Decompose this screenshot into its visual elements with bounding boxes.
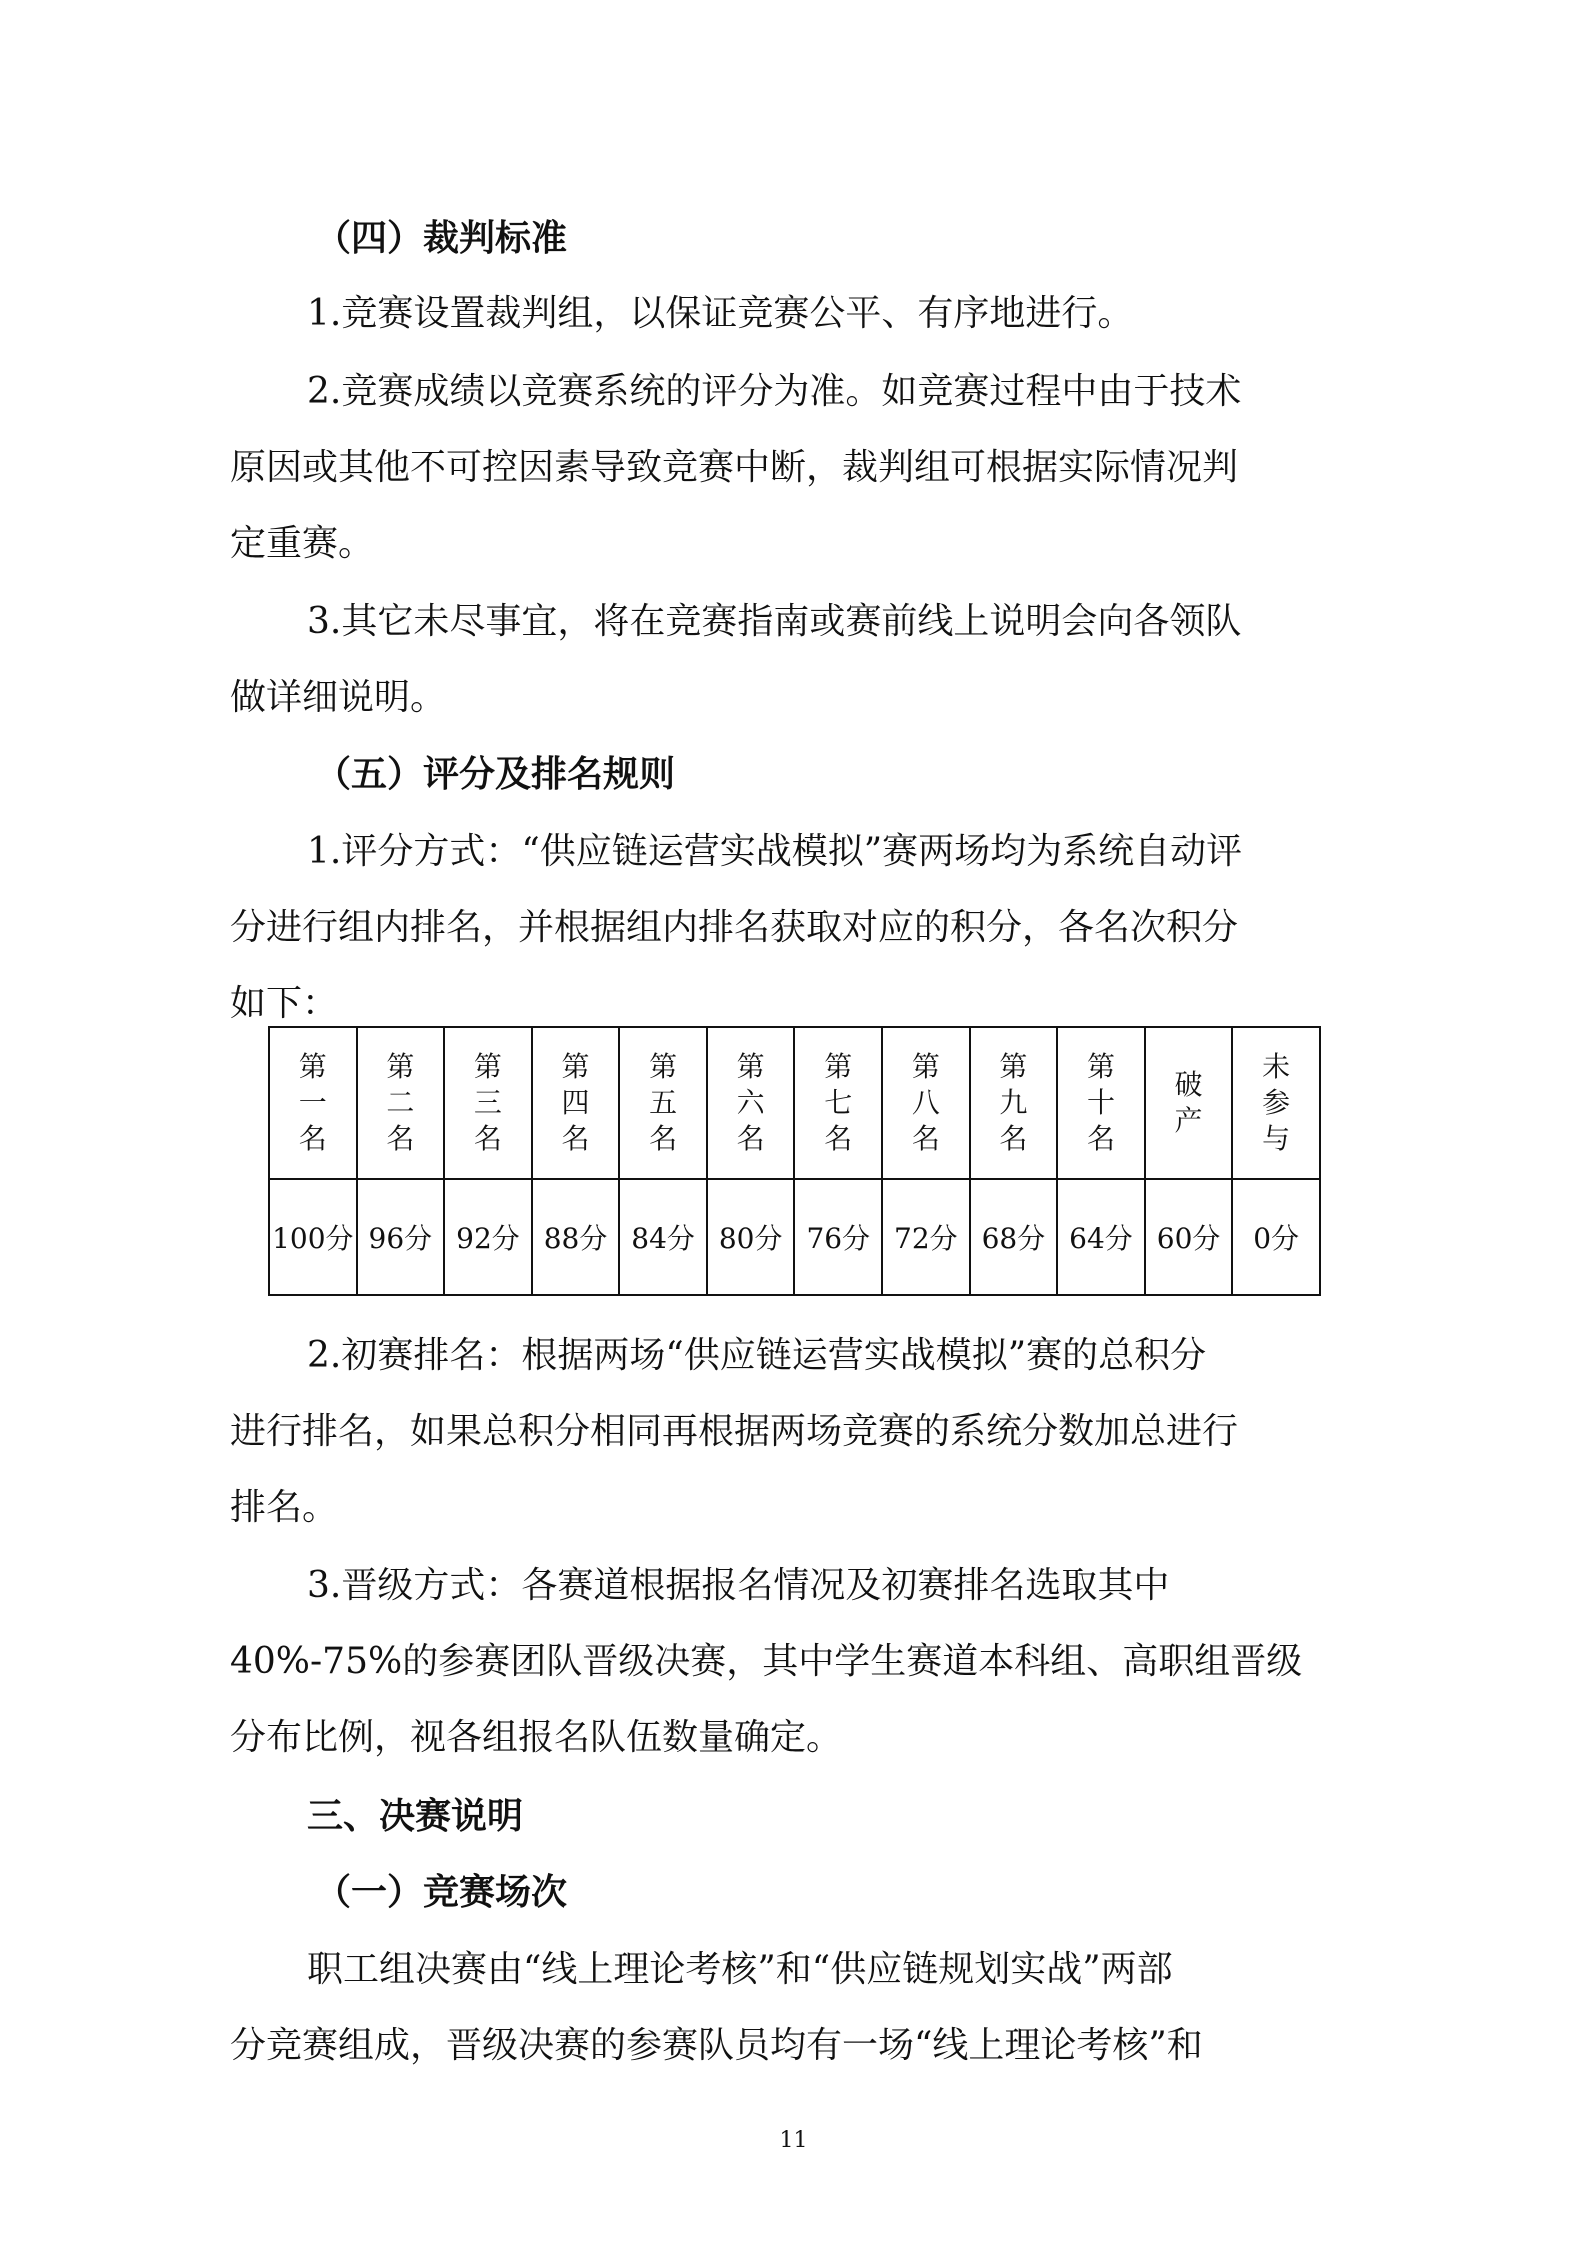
table-value-cell: 72分	[882, 1179, 970, 1295]
table-header-cell: 破产	[1145, 1027, 1233, 1179]
section-heading-scoring: （五）评分及排名规则	[315, 753, 676, 795]
section-heading-finals: 三、决赛说明	[307, 1795, 524, 1837]
paragraph-scoring-3-line-1: 3.晋级方式：各赛道根据报名情况及初赛排名选取其中	[307, 1565, 1170, 1606]
paragraph-scoring-2-line-1: 2.初赛排名：根据两场“供应链运营实战模拟”赛的总积分	[307, 1335, 1207, 1376]
table-value-cell: 100分	[269, 1179, 357, 1295]
table-value-cell: 64分	[1057, 1179, 1145, 1295]
table-value-cell: 88分	[532, 1179, 620, 1295]
table-value-cell: 80分	[707, 1179, 795, 1295]
paragraph-judging-2-line-2: 原因或其他不可控因素导致竞赛中断，裁判组可根据实际情况判	[230, 447, 1239, 488]
paragraph-scoring-2-line-3: 排名。	[230, 1487, 339, 1528]
paragraph-scoring-1-line-2: 分进行组内排名，并根据组内排名获取对应的积分，各名次积分	[230, 907, 1239, 948]
section-heading-sessions: （一）竞赛场次	[315, 1871, 568, 1913]
paragraph-judging-2-line-1: 2.竞赛成绩以竞赛系统的评分为准。如竞赛过程中由于技术	[307, 371, 1242, 412]
table-value-cell: 76分	[794, 1179, 882, 1295]
paragraph-scoring-1-line-1: 1.评分方式：“供应链运营实战模拟”赛两场均为系统自动评	[307, 831, 1243, 872]
paragraph-finals-1-line-2: 分竞赛组成，晋级决赛的参赛队员均有一场“线上理论考核”和	[230, 2025, 1203, 2066]
table-value-cell: 92分	[444, 1179, 532, 1295]
table-header-cell: 第四名	[532, 1027, 620, 1179]
table-values-row	[269, 1179, 1320, 1295]
table-header-row	[269, 1027, 1320, 1179]
paragraph-scoring-1-line-3: 如下：	[230, 983, 339, 1024]
table-header-cell: 未参与	[1232, 1027, 1320, 1179]
table-header-cell: 第十名	[1057, 1027, 1145, 1179]
paragraph-judging-3-line-2: 做详细说明。	[230, 677, 447, 718]
section-heading-judging: （四）裁判标准	[315, 217, 568, 259]
paragraph-scoring-3-line-3: 分布比例，视各组报名队伍数量确定。	[230, 1717, 843, 1758]
table-header-cell: 第九名	[970, 1027, 1058, 1179]
table-header-cell: 第八名	[882, 1027, 970, 1179]
paragraph-scoring-2-line-2: 进行排名，如果总积分相同再根据两场竞赛的系统分数加总进行	[230, 1411, 1239, 1452]
table-header-cell: 第二名	[357, 1027, 445, 1179]
table-value-cell: 0分	[1232, 1179, 1320, 1295]
table-value-cell: 84分	[619, 1179, 707, 1295]
table-header-cell: 第三名	[444, 1027, 532, 1179]
table-value-cell: 96分	[357, 1179, 445, 1295]
paragraph-finals-1-line-1: 职工组决赛由“线上理论考核”和“供应链规划实战”两部	[307, 1949, 1173, 1990]
paragraph-judging-2-line-3: 定重赛。	[230, 523, 375, 564]
paragraph-judging-3-line-1: 3.其它未尽事宜，将在竞赛指南或赛前线上说明会向各领队	[307, 601, 1242, 642]
paragraph-scoring-3-line-2: 40%-75%的参赛团队晋级决赛，其中学生赛道本科组、高职组晋级	[230, 1641, 1303, 1682]
table-header-cell: 第六名	[707, 1027, 795, 1179]
paragraph-judging-1: 1.竞赛设置裁判组，以保证竞赛公平、有序地进行。	[307, 293, 1134, 334]
table-value-cell: 60分	[1145, 1179, 1233, 1295]
page-number: 11	[779, 2128, 808, 2153]
table-header-cell: 第七名	[794, 1027, 882, 1179]
table-value-cell: 68分	[970, 1179, 1058, 1295]
table-header-cell: 第五名	[619, 1027, 707, 1179]
table-header-cell: 第一名	[269, 1027, 357, 1179]
ranking-points-table	[268, 1026, 1321, 1296]
